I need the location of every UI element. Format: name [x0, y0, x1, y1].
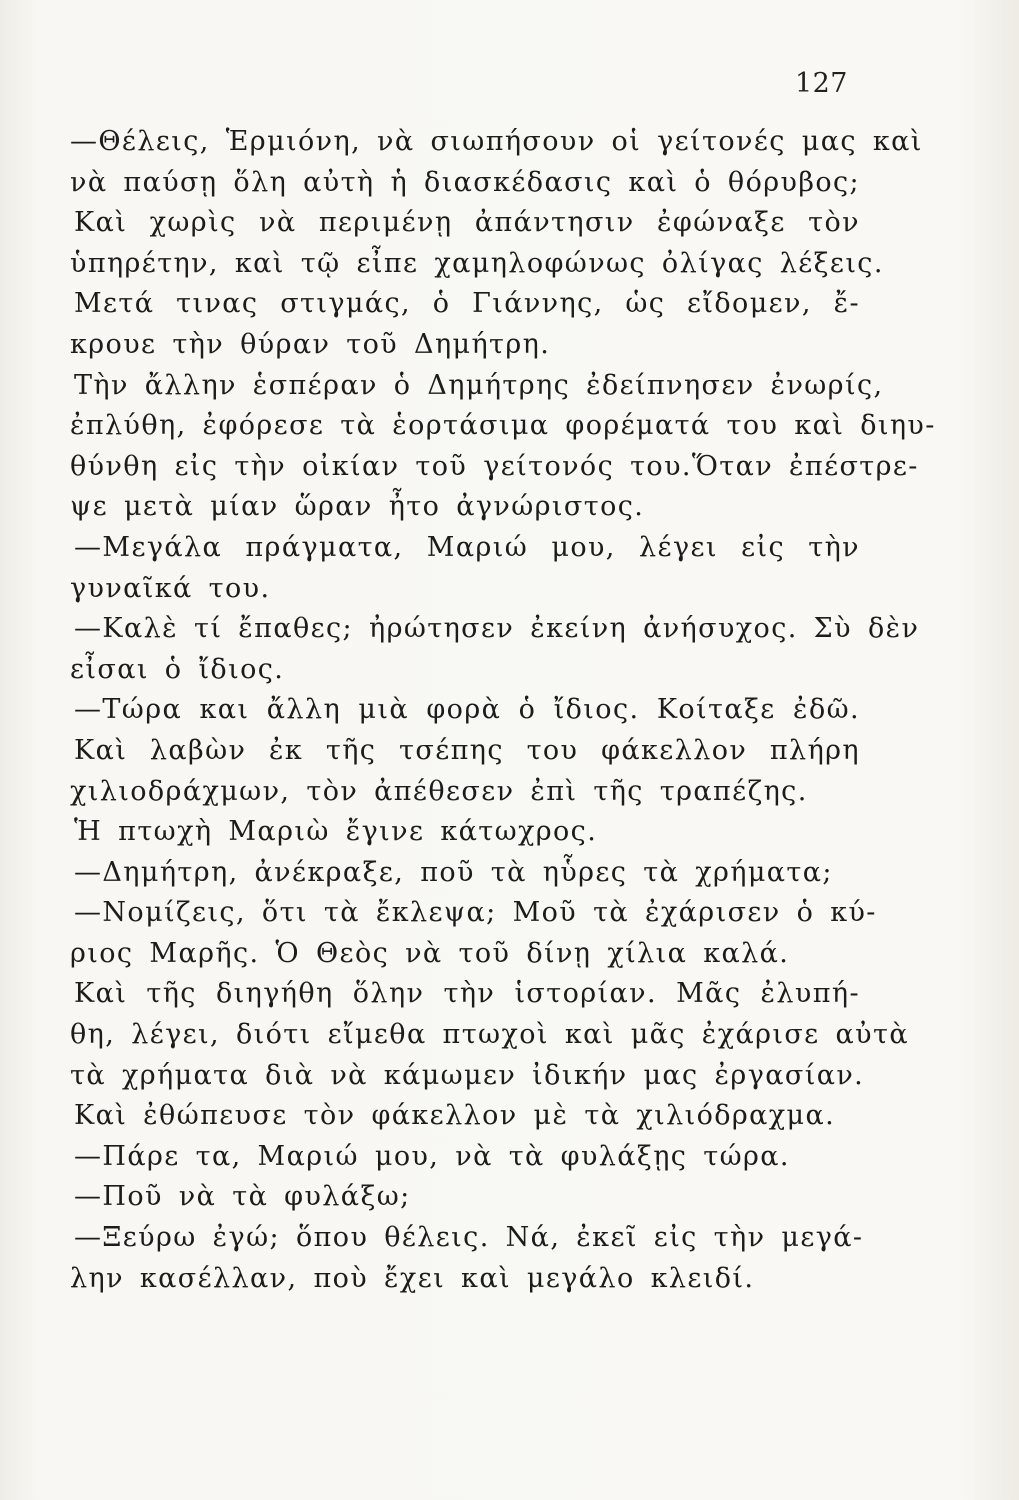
- text-line: νὰ παύσῃ ὅλη αὐτὴ ἡ διασκέδασις καὶ ὁ θόρυβος;: [70, 166, 861, 198]
- text-line: Καὶ ἐθώπευσε τὸν φάκελλον μὲ τὰ χιλιόδραχμα.: [74, 1100, 836, 1132]
- page-number: 127: [794, 68, 848, 99]
- text-line: Μετά τινας στιγμάς, ὁ Γιάννης, ὡς εἴδομεν, ἔ-: [74, 288, 860, 320]
- text-line: ὑπηρέτην, καὶ τῷ εἶπε χαμηλοφώνως ὀλίγας λέξεις.: [70, 247, 884, 279]
- text-line: λην κασέλλαν, ποὺ ἔχει καὶ μεγάλο κλειδί.: [70, 1262, 755, 1294]
- text-line: —Τώρα και ἄλλη μιὰ φορὰ ὁ ἴδιος. Κοίταξε ἐδῶ.: [74, 694, 860, 726]
- text-line: Καὶ χωρὶς νὰ περιμένῃ ἀπάντησιν ἐφώναξε τὸν: [74, 207, 860, 239]
- text-line: ἐπλύθη, ἐφόρεσε τὰ ἑορτάσιμα φορέματά του καὶ διηυ-: [70, 410, 936, 442]
- text-line: Τὴν ἄλλην ἑσπέραν ὁ Δημήτρης ἐδείπνησεν ἐνωρίς,: [74, 369, 884, 401]
- text-line: —Καλὲ τί ἔπαθες; ἠρώτησεν ἐκείνη ἀνήσυχος. Σὺ δὲν: [74, 613, 920, 645]
- text-line: κρουε τὴν θύραν τοῦ Δημήτρη.: [70, 328, 551, 360]
- text-line: Ἡ πτωχὴ Μαριὼ ἔγινε κάτωχρος.: [74, 816, 598, 848]
- text-line: —Μεγάλα πράγματα, Μαριώ μου, λέγει εἰς τὴν: [74, 531, 860, 563]
- text-line: Καὶ τῆς διηγήθη ὅλην τὴν ἱστορίαν. Μᾶς ἐλυπή-: [74, 978, 860, 1010]
- body-text: [70, 122, 936, 1299]
- text-line: ψε μετὰ μίαν ὥραν ἦτο ἀγνώριστος.: [70, 491, 645, 523]
- text-line: γυναῖκά του.: [70, 572, 271, 604]
- text-line: —Ξεύρω ἐγώ; ὅπου θέλεις. Νά, ἐκεῖ εἰς τὴν μεγά-: [74, 1222, 864, 1254]
- text-line: ριος Μαρῆς. Ὁ Θεὸς νὰ τοῦ δίνῃ χίλια καλά.: [70, 937, 790, 969]
- text-line: θη, λέγει, διότι εἴμεθα πτωχοὶ καὶ μᾶς ἐχάρισε αὐτὰ: [70, 1019, 909, 1051]
- text-line: —Ποῦ νὰ τὰ φυλάξω;: [74, 1181, 411, 1213]
- text-line: χιλιοδράχμων, τὸν ἀπέθεσεν ἐπὶ τῆς τραπέζης.: [70, 775, 808, 807]
- text-line: —Δημήτρη, ἀνέκραξε, ποῦ τὰ ηὗρες τὰ χρήματα;: [74, 856, 833, 888]
- text-line: —Θέλεις, Ἑρμιόνη, νὰ σιωπήσουν οἱ γείτονές μας καὶ: [70, 126, 923, 157]
- text-line: τὰ χρήματα διὰ νὰ κάμωμεν ἰδικήν μας ἐργασίαν.: [70, 1059, 865, 1091]
- text-line: εἶσαι ὁ ἴδιος.: [70, 653, 285, 685]
- text-line: —Πάρε τα, Μαριώ μου, νὰ τὰ φυλάξῃς τώρα.: [74, 1140, 790, 1172]
- text-line: Καὶ λαβὼν ἐκ τῆς τσέπης του φάκελλον πλήρη: [74, 734, 860, 766]
- text-line: θύνθη εἰς τὴν οἰκίαν τοῦ γείτονός του.Ὅταν ἐπέστρε-: [70, 450, 919, 482]
- text-line: —Νομίζεις, ὅτι τὰ ἔκλεψα; Μοῦ τὰ ἐχάρισεν ὁ κύ-: [74, 897, 877, 929]
